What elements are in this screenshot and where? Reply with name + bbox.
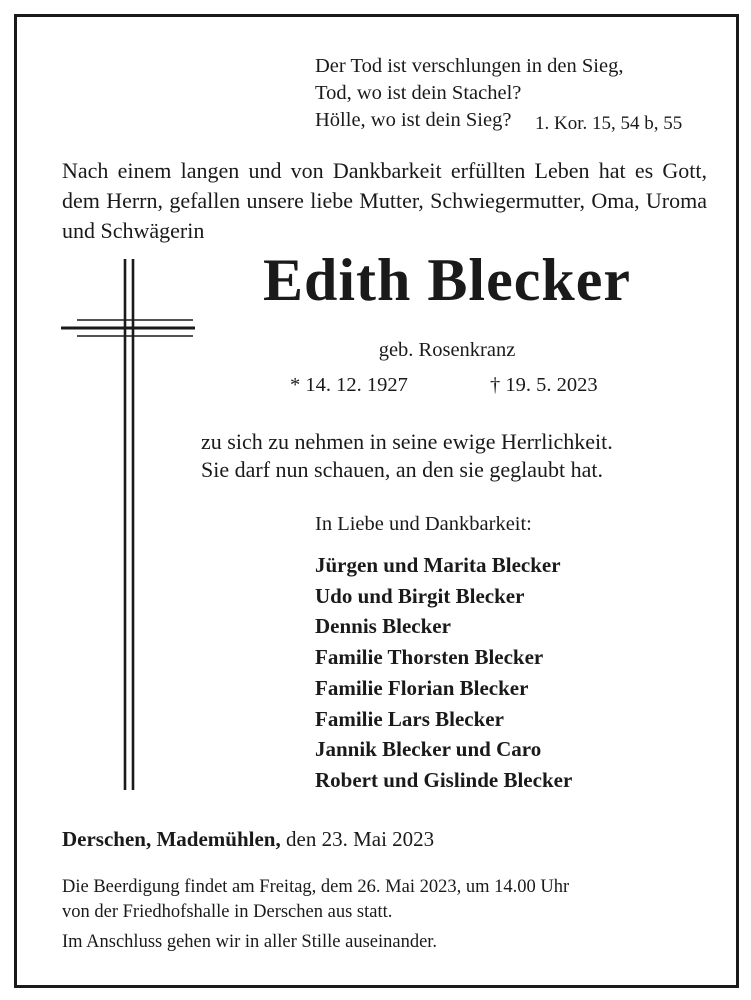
funeral-line: von der Friedhofshalle in Derschen aus statt. xyxy=(62,902,393,922)
funeral-line: Die Beerdigung findet am Freitag, dem 26. Mai 2023, um 14.00 Uhr xyxy=(62,877,570,897)
mourner-item: Jannik Blecker und Caro xyxy=(315,737,542,762)
verse-line: Hölle, wo ist dein Sieg? xyxy=(315,109,512,131)
obituary-card xyxy=(14,14,739,988)
birth-date: * 14. 12. 1927 xyxy=(290,374,408,396)
notice-date: den 23. Mai 2023 xyxy=(286,827,435,851)
closing-note: Im Anschluss gehen wir in aller Stille auseinander. xyxy=(62,932,438,952)
mourner-item: Udo und Birgit Blecker xyxy=(315,583,525,608)
closing-statement xyxy=(201,428,613,484)
love-heading: In Liebe und Dankbarkeit: xyxy=(315,513,532,535)
intro-text: Nach einem langen und von Dankbarkeit erfüllten Leben hat es Gott, dem Herrn, gefallen unsere liebe Mutter, Schwiegermutter, Oma, Uroma und Schwägerin xyxy=(62,158,707,243)
mourner-item: Robert und Gislinde Blecker xyxy=(315,767,573,792)
verse-line: Tod, wo ist dein Stachel? xyxy=(315,82,522,104)
verse-reference: 1. Kor. 15, 54 b, 55 xyxy=(535,113,683,134)
mourner-item: Familie Thorsten Blecker xyxy=(315,645,544,670)
mourner-item: Dennis Blecker xyxy=(315,614,451,639)
maiden-name: geb. Rosenkranz xyxy=(378,339,516,361)
statement-line: zu sich zu nehmen in seine ewige Herrlichkeit. xyxy=(201,429,613,454)
mourners-list xyxy=(315,550,572,796)
deceased-name: Edith Blecker xyxy=(263,247,631,313)
cross-icon xyxy=(57,257,197,797)
funeral-info xyxy=(62,875,569,925)
mourner-item: Familie Florian Blecker xyxy=(315,675,529,700)
place-date-line xyxy=(62,827,434,852)
verse-line: Der Tod ist verschlungen in den Sieg, xyxy=(315,55,624,77)
place-names: Derschen, Mademühlen, xyxy=(62,827,281,851)
statement-line: Sie darf nun schauen, an den sie geglaubt hat. xyxy=(201,457,603,482)
death-date: † 19. 5. 2023 xyxy=(490,374,598,396)
mourner-item: Familie Lars Blecker xyxy=(315,706,504,731)
mourner-item: Jürgen und Marita Blecker xyxy=(315,553,561,577)
